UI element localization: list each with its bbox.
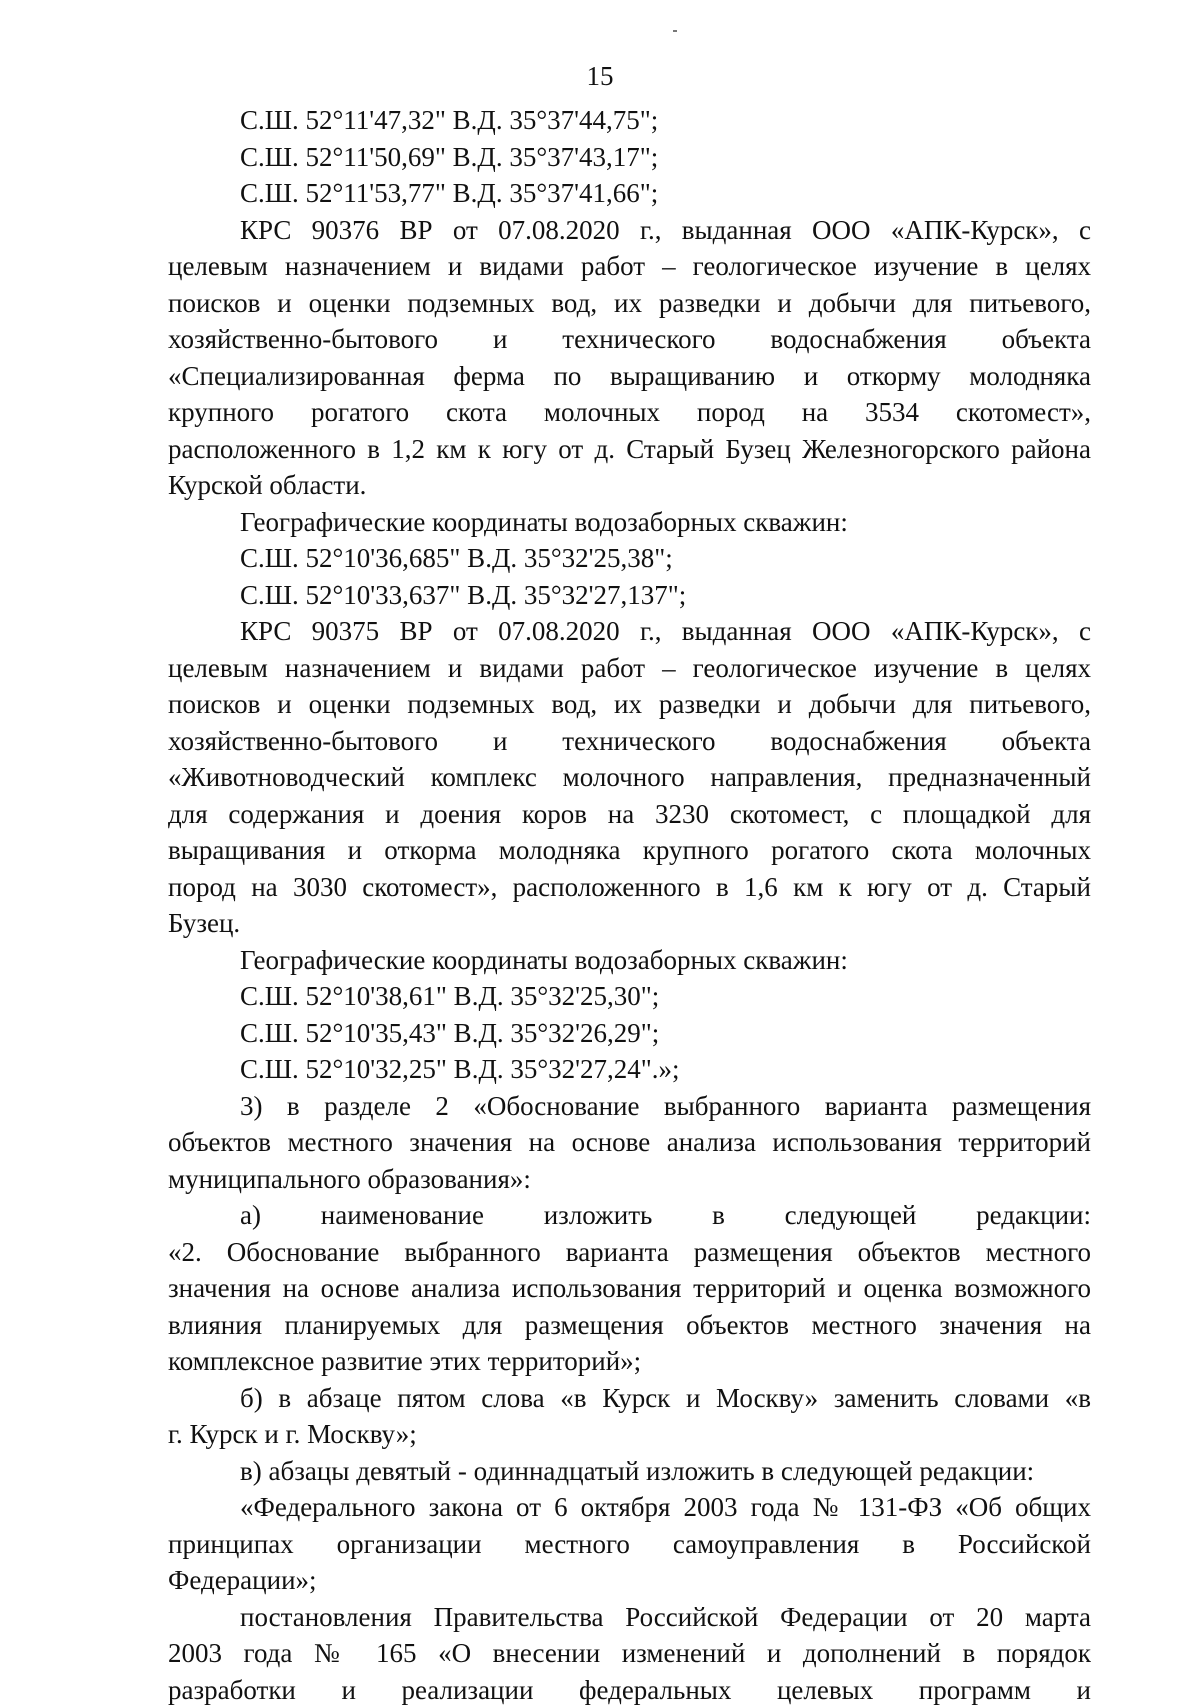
text-line: принципах организации местного самоуправления в Российской — [168, 1526, 1091, 1563]
text-line: поисков и оценки подземных вод, их разведки и добычи для питьевого, — [168, 686, 1091, 723]
text-line: КРС 90375 ВР от 07.08.2020 г., выданная ООО «АПК-Курск», с — [168, 613, 1091, 650]
text-line: значения на основе анализа использования территорий и оценка возможного — [168, 1270, 1091, 1307]
text-line: С.Ш. 52°10'35,43" В.Д. 35°32'26,29"; — [168, 1015, 1091, 1052]
text-line: Географические координаты водозаборных скважин: — [168, 504, 1091, 541]
text-line: С.Ш. 52°10'33,637" В.Д. 35°32'27,137"; — [168, 577, 1091, 614]
text-line: «Федерального закона от 6 октября 2003 года № 131-ФЗ «Об общих — [168, 1489, 1091, 1526]
text-line: выращивания и откорма молодняка крупного рогатого скота молочных — [168, 832, 1091, 869]
text-line: Курской области. — [168, 467, 1091, 504]
page-number: 15 — [0, 58, 1200, 94]
text-line: С.Ш. 52°11'47,32" В.Д. 35°37'44,75"; — [168, 102, 1091, 139]
text-line: а) наименование изложить в следующей редакции: — [168, 1197, 1091, 1234]
text-line: хозяйственно-бытового и технического водоснабжения объекта — [168, 723, 1091, 760]
text-line: пород на 3030 скотомест», расположенного в 1,6 км к югу от д. Старый — [168, 869, 1091, 906]
text-line: г. Курск и г. Москву»; — [168, 1416, 1091, 1453]
text-line: расположенного в 1,2 км к югу от д. Старый Бузец Железногорского района — [168, 431, 1091, 468]
text-line: б) в абзаце пятом слова «в Курск и Москву» заменить словами «в — [168, 1380, 1091, 1417]
text-line: для содержания и доения коров на 3230 скотомест, с площадкой для — [168, 796, 1091, 833]
text-line: С.Ш. 52°10'38,61" В.Д. 35°32'25,30"; — [168, 978, 1091, 1015]
text-line: объектов местного значения на основе анализа использования территорий — [168, 1124, 1091, 1161]
text-line: С.Ш. 52°10'36,685" В.Д. 35°32'25,38"; — [168, 540, 1091, 577]
text-line: разработки и реализации федеральных целевых программ и — [168, 1672, 1091, 1708]
text-line: «2. Обоснование выбранного варианта размещения объектов местного — [168, 1234, 1091, 1271]
text-line: влияния планируемых для размещения объектов местного значения на — [168, 1307, 1091, 1344]
text-line: «Специализированная ферма по выращиванию и откорму молодняка — [168, 358, 1091, 395]
text-line: С.Ш. 52°10'32,25" В.Д. 35°32'27,24".»; — [168, 1051, 1091, 1088]
text-line: Географические координаты водозаборных скважин: — [168, 942, 1091, 979]
text-line: 2003 года № 165 «О внесении изменений и дополнений в порядок — [168, 1635, 1091, 1672]
text-line: Бузец. — [168, 905, 1091, 942]
text-line: Федерации»; — [168, 1562, 1091, 1599]
text-line: 3) в разделе 2 «Обоснование выбранного варианта размещения — [168, 1088, 1091, 1125]
text-line: «Животноводческий комплекс молочного направления, предназначенный — [168, 759, 1091, 796]
text-line: КРС 90376 ВР от 07.08.2020 г., выданная ООО «АПК-Курск», с — [168, 212, 1091, 249]
text-line: целевым назначением и видами работ – геологическое изучение в целях — [168, 248, 1091, 285]
text-line: постановления Правительства Российской Федерации от 20 марта — [168, 1599, 1091, 1636]
text-line: целевым назначением и видами работ – геологическое изучение в целях — [168, 650, 1091, 687]
document-body — [168, 102, 1091, 1708]
scan-speck — [673, 30, 677, 32]
text-line: комплексное развитие этих территорий»; — [168, 1343, 1091, 1380]
text-line: С.Ш. 52°11'53,77" В.Д. 35°37'41,66"; — [168, 175, 1091, 212]
text-line: поисков и оценки подземных вод, их разведки и добычи для питьевого, — [168, 285, 1091, 322]
text-line: муниципального образования»: — [168, 1161, 1091, 1198]
text-line: С.Ш. 52°11'50,69" В.Д. 35°37'43,17"; — [168, 139, 1091, 176]
text-line: хозяйственно-бытового и технического водоснабжения объекта — [168, 321, 1091, 358]
text-line: в) абзацы девятый - одиннадцатый изложить в следующей редакции: — [168, 1453, 1091, 1490]
text-line: крупного рогатого скота молочных пород на 3534 скотомест», — [168, 394, 1091, 431]
